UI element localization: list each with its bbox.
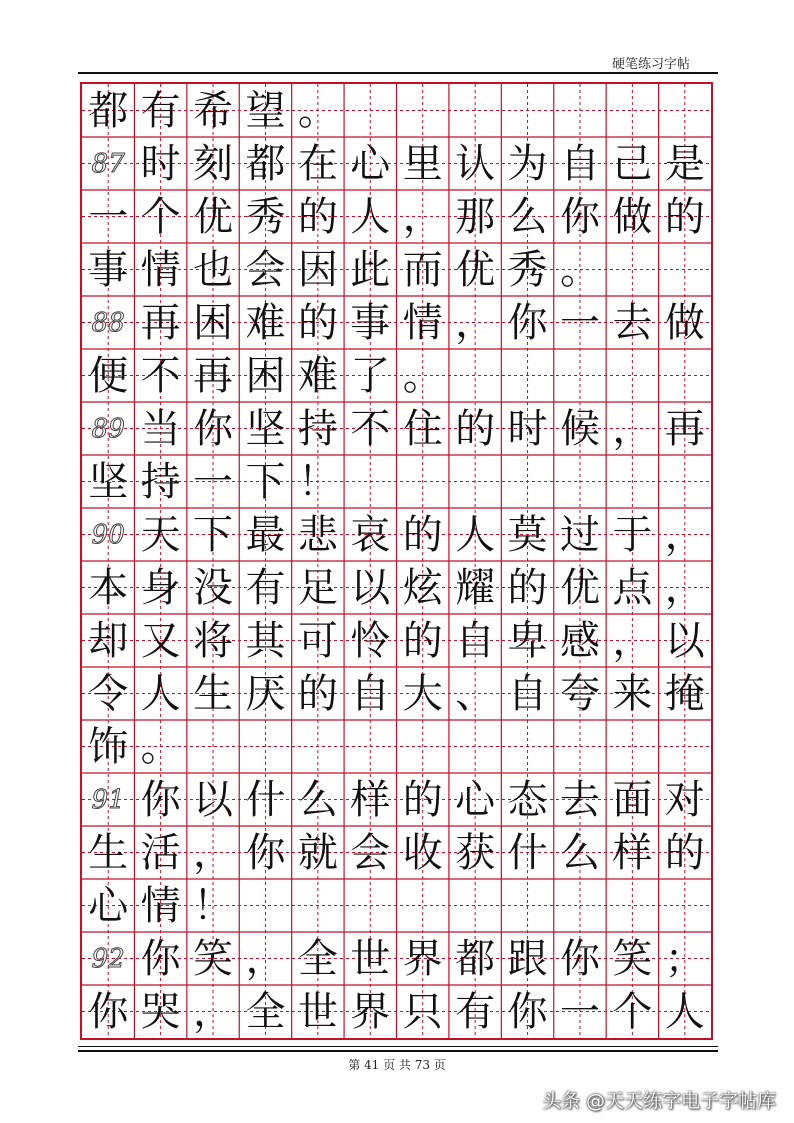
practice-char: 卑 xyxy=(507,617,548,664)
practice-char: 悲 xyxy=(297,511,338,558)
practice-char: ， xyxy=(245,935,286,982)
item-number: 92 xyxy=(91,943,125,974)
practice-char: 而 xyxy=(402,246,443,293)
practice-char: 将 xyxy=(193,617,234,664)
practice-char: 你 xyxy=(507,988,548,1035)
practice-char: 做 xyxy=(612,193,653,240)
practice-char: 只 xyxy=(402,988,443,1035)
practice-char: 世 xyxy=(297,988,338,1035)
practice-char: 感 xyxy=(559,617,600,664)
practice-char: 的 xyxy=(664,193,705,240)
practice-char: ！ xyxy=(193,882,234,929)
practice-char: ， xyxy=(402,193,443,240)
practice-char: 面 xyxy=(612,776,653,823)
practice-char: ！ xyxy=(297,458,338,505)
practice-char: 去 xyxy=(612,299,653,346)
practice-char: 大 xyxy=(402,670,443,717)
practice-char: 全 xyxy=(245,988,286,1035)
practice-char: 令 xyxy=(88,670,129,717)
practice-char: 炫 xyxy=(402,564,443,611)
practice-char: 住 xyxy=(402,405,443,452)
practice-char: 饰 xyxy=(88,723,129,770)
practice-char: 事 xyxy=(350,299,391,346)
practice-char: 你 xyxy=(140,776,181,823)
practice-char: 以 xyxy=(664,617,705,664)
practice-char: 下 xyxy=(245,458,286,505)
practice-char: 一 xyxy=(193,458,234,505)
practice-char: 情 xyxy=(402,299,443,346)
practice-char: 跟 xyxy=(507,935,548,982)
item-number: 91 xyxy=(91,784,125,815)
practice-char: 世 xyxy=(350,935,391,982)
practice-char: ， xyxy=(664,564,705,611)
footer-rule-thick xyxy=(78,1050,718,1052)
practice-char: 优 xyxy=(193,193,234,240)
practice-char: 笑 xyxy=(612,935,653,982)
practice-char: 的 xyxy=(402,617,443,664)
practice-char: 生 xyxy=(88,829,129,876)
practice-char: ， xyxy=(193,988,234,1035)
practice-char: 界 xyxy=(350,988,391,1035)
practice-char: 是 xyxy=(664,140,705,187)
practice-char: 在 xyxy=(297,140,338,187)
practice-char: 的 xyxy=(455,405,496,452)
practice-char: 一 xyxy=(88,193,129,240)
practice-char: 样 xyxy=(612,829,653,876)
practice-char: 的 xyxy=(664,829,705,876)
practice-char: 你 xyxy=(559,935,600,982)
practice-char: 人 xyxy=(664,988,705,1035)
practice-char: 的 xyxy=(297,193,338,240)
practice-char: 的 xyxy=(402,511,443,558)
practice-char: 又 xyxy=(140,617,181,664)
practice-char: 以 xyxy=(193,776,234,823)
practice-char: 会 xyxy=(245,246,286,293)
practice-char: 一 xyxy=(559,299,600,346)
practice-char: 获 xyxy=(455,829,496,876)
practice-char: 莫 xyxy=(507,511,548,558)
practice-char: 心 xyxy=(455,776,496,823)
practice-char: ， xyxy=(664,511,705,558)
practice-char: 哭 xyxy=(140,988,181,1035)
practice-char: 持 xyxy=(297,405,338,452)
practice-char: ， xyxy=(612,405,653,452)
practice-char: 里 xyxy=(402,140,443,187)
practice-char: 态 xyxy=(507,776,548,823)
practice-grid xyxy=(80,82,713,1040)
practice-char: 秀 xyxy=(507,246,548,293)
practice-char: 你 xyxy=(507,299,548,346)
practice-char: 你 xyxy=(140,935,181,982)
practice-char: 持 xyxy=(140,458,181,505)
practice-char: 的 xyxy=(297,299,338,346)
practice-char: 最 xyxy=(245,511,286,558)
practice-char: ； xyxy=(664,935,705,982)
item-number: 87 xyxy=(91,148,125,179)
practice-char: 么 xyxy=(507,193,548,240)
practice-char: 个 xyxy=(612,988,653,1035)
watermark: 头条 @天天练字电子字帖库 xyxy=(541,1090,776,1112)
practice-char: 再 xyxy=(664,405,705,452)
practice-char: 其 xyxy=(245,617,286,664)
practice-char: 足 xyxy=(297,564,338,611)
practice-char: 的 xyxy=(402,776,443,823)
practice-char: 下 xyxy=(193,511,234,558)
practice-char: 难 xyxy=(245,299,286,346)
practice-char: 过 xyxy=(559,511,600,558)
practice-char: 也 xyxy=(193,246,234,293)
practice-char: 对 xyxy=(664,776,705,823)
practice-char: 自 xyxy=(350,670,391,717)
practice-char: 心 xyxy=(350,140,391,187)
practice-char: 时 xyxy=(140,140,181,187)
practice-char: 为 xyxy=(507,140,548,187)
practice-char: 认 xyxy=(455,140,496,187)
practice-char: 哀 xyxy=(350,511,391,558)
practice-char: 于 xyxy=(612,511,653,558)
practice-char: 困 xyxy=(193,299,234,346)
item-number: 90 xyxy=(91,519,125,550)
practice-char: 都 xyxy=(88,87,129,134)
practice-char: 再 xyxy=(193,352,234,399)
practice-char: 刻 xyxy=(193,140,234,187)
item-number: 88 xyxy=(91,307,125,338)
practice-char: 活 xyxy=(140,829,181,876)
practice-char: 笑 xyxy=(193,935,234,982)
practice-char: 点 xyxy=(612,564,653,611)
practice-char: 去 xyxy=(559,776,600,823)
practice-char: 样 xyxy=(350,776,391,823)
practice-char: 望 xyxy=(245,87,286,134)
practice-char: ， xyxy=(455,299,496,346)
practice-char: 便 xyxy=(88,352,129,399)
practice-char: 。 xyxy=(559,246,600,293)
practice-char: 人 xyxy=(455,511,496,558)
practice-char: 生 xyxy=(193,670,234,717)
practice-char: 因 xyxy=(297,246,338,293)
practice-char: 情 xyxy=(140,882,181,929)
practice-char: 人 xyxy=(140,670,181,717)
practice-char: 就 xyxy=(297,829,338,876)
practice-char: 天 xyxy=(140,511,181,558)
practice-char: 你 xyxy=(193,405,234,452)
practice-char: 都 xyxy=(245,140,286,187)
practice-char: 什 xyxy=(245,776,286,823)
practice-char: 不 xyxy=(140,352,181,399)
practice-char: 么 xyxy=(297,776,338,823)
practice-char: 。 xyxy=(140,723,181,770)
practice-char: 夸 xyxy=(559,670,600,717)
practice-char: 。 xyxy=(297,87,338,134)
practice-char: 没 xyxy=(193,564,234,611)
practice-char: 本 xyxy=(88,564,129,611)
practice-char: 己 xyxy=(612,140,653,187)
practice-char: 优 xyxy=(559,564,600,611)
practice-char: 有 xyxy=(140,87,181,134)
practice-char: 人 xyxy=(350,193,391,240)
practice-char: 会 xyxy=(350,829,391,876)
practice-char: 有 xyxy=(455,988,496,1035)
practice-char: 全 xyxy=(297,935,338,982)
practice-char: 个 xyxy=(140,193,181,240)
practice-char: 优 xyxy=(455,246,496,293)
practice-char: 自 xyxy=(455,617,496,664)
practice-char: 的 xyxy=(507,564,548,611)
practice-char: ， xyxy=(612,617,653,664)
header-title: 硬笔练习字帖 xyxy=(611,57,690,72)
practice-char: 秀 xyxy=(245,193,286,240)
practice-char: 你 xyxy=(559,193,600,240)
practice-char: 当 xyxy=(140,405,181,452)
practice-char: 坚 xyxy=(245,405,286,452)
practice-char: 怜 xyxy=(350,617,391,664)
practice-char: 什 xyxy=(507,829,548,876)
practice-char: 一 xyxy=(559,988,600,1035)
practice-char: 坚 xyxy=(88,458,129,505)
practice-char: 不 xyxy=(350,405,391,452)
practice-char: 此 xyxy=(350,246,391,293)
practice-char: 你 xyxy=(88,988,129,1035)
practice-char: 再 xyxy=(140,299,181,346)
page-number: 第 41 页 共 73 页 xyxy=(348,1058,446,1072)
practice-char: 、 xyxy=(455,670,496,717)
practice-char: 的 xyxy=(297,670,338,717)
practice-char: 自 xyxy=(507,670,548,717)
practice-char: 了 xyxy=(350,352,391,399)
practice-char: 来 xyxy=(612,670,653,717)
practice-char: 情 xyxy=(140,246,181,293)
practice-char: 么 xyxy=(559,829,600,876)
practice-char: 却 xyxy=(88,617,129,664)
item-number: 89 xyxy=(91,413,125,444)
practice-char: 难 xyxy=(297,352,338,399)
footer-rule xyxy=(78,1046,718,1047)
practice-char: ， xyxy=(193,829,234,876)
practice-char: 身 xyxy=(140,564,181,611)
practice-char: 时 xyxy=(507,405,548,452)
practice-char: 做 xyxy=(664,299,705,346)
practice-char: 掩 xyxy=(664,670,705,717)
practice-char: 都 xyxy=(455,935,496,982)
practice-char: 收 xyxy=(402,829,443,876)
practice-char: 界 xyxy=(402,935,443,982)
practice-char: 你 xyxy=(245,829,286,876)
practice-char: 事 xyxy=(88,246,129,293)
practice-char: 心 xyxy=(88,882,129,929)
practice-char: 以 xyxy=(350,564,391,611)
practice-char: 厌 xyxy=(245,670,286,717)
header-rule xyxy=(78,72,718,74)
practice-char: 候 xyxy=(559,405,600,452)
practice-char: 困 xyxy=(245,352,286,399)
practice-char: 可 xyxy=(297,617,338,664)
practice-char: 耀 xyxy=(455,564,496,611)
practice-char: 自 xyxy=(559,140,600,187)
practice-char: 那 xyxy=(455,193,496,240)
practice-char: 。 xyxy=(402,352,443,399)
practice-char: 有 xyxy=(245,564,286,611)
practice-char: 希 xyxy=(193,87,234,134)
